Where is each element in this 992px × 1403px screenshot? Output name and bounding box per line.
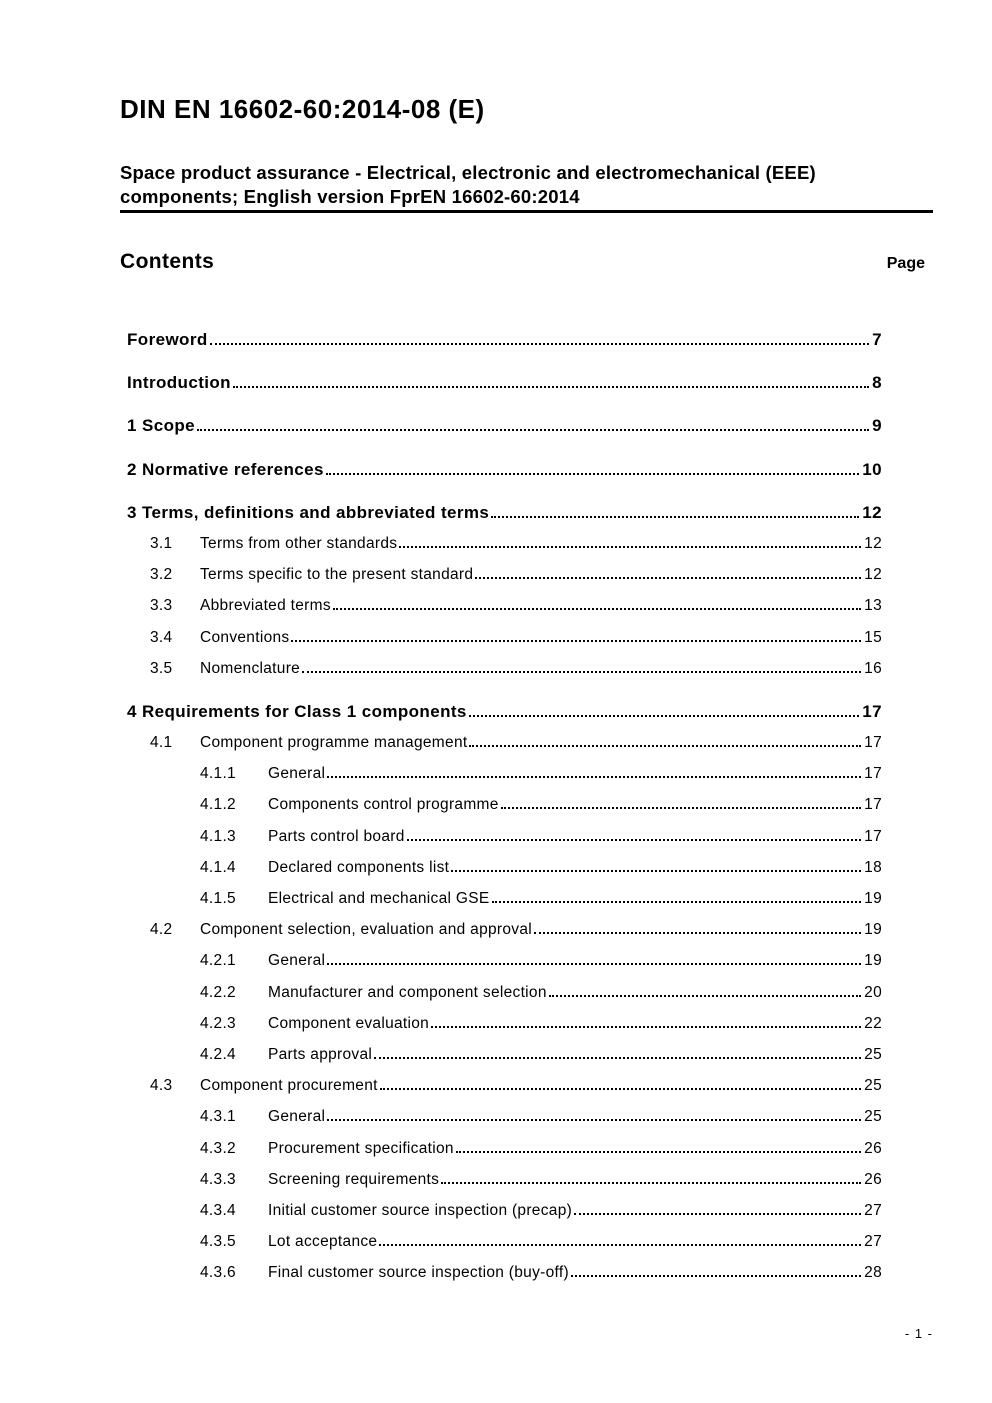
toc-row — [127, 324, 882, 355]
toc-page-number: 25 — [864, 1045, 882, 1063]
toc-row — [127, 1257, 882, 1288]
toc-number: 4.3.4 — [200, 1201, 236, 1219]
toc-page-number: 27 — [864, 1233, 882, 1251]
toc-number: 4.2 — [150, 921, 173, 939]
toc-title: Components control programme — [268, 796, 499, 814]
document-title-line1: Space product assurance - Electrical, electronic and electromechanical (EEE) — [120, 162, 816, 183]
toc-number: 4.3.1 — [200, 1108, 236, 1126]
toc-number: 4.3.6 — [200, 1264, 236, 1282]
toc-dot-leader — [431, 1026, 861, 1028]
toc-row — [127, 367, 882, 398]
toc-page-number: 19 — [864, 890, 882, 907]
toc-title: 1 Scope — [127, 416, 195, 436]
toc-title: Nomenclature — [200, 659, 301, 677]
toc-title: Abbreviated terms — [200, 597, 331, 615]
toc-dot-leader — [501, 807, 861, 809]
toc-page-number: 17 — [864, 827, 882, 845]
toc-number: 3.4 — [150, 628, 173, 646]
toc-page-number: 8 — [872, 373, 882, 393]
toc-row — [127, 559, 882, 590]
toc-page-number: 15 — [864, 628, 882, 646]
toc-page-number: 26 — [864, 1139, 882, 1157]
toc-row — [127, 410, 882, 441]
toc-dot-leader — [374, 1057, 861, 1059]
toc-row — [127, 1070, 882, 1101]
toc-title: General — [268, 1108, 326, 1126]
contents-header-row — [120, 250, 925, 274]
toc-dot-leader — [233, 386, 869, 388]
toc-page-number: 9 — [872, 416, 882, 436]
toc-number: 4.1.1 — [200, 765, 236, 783]
toc-dot-leader — [327, 963, 861, 965]
toc-row — [127, 1133, 882, 1164]
toc-title: General — [268, 765, 326, 783]
toc-row — [127, 945, 882, 976]
toc-dot-leader — [197, 429, 869, 431]
toc-title: Introduction — [127, 373, 231, 393]
toc-number: 3.2 — [150, 566, 173, 584]
toc-row — [127, 977, 882, 1008]
toc-page-number: 19 — [864, 952, 882, 970]
toc-title: Electrical and mechanical GSE — [268, 890, 490, 907]
toc-page-number: 18 — [864, 858, 882, 876]
toc-page-number: 7 — [872, 330, 882, 349]
toc-dot-leader — [291, 640, 861, 642]
toc-title: Initial customer source inspection (precap) — [268, 1201, 573, 1219]
toc-dot-leader — [380, 1088, 861, 1090]
toc-row — [127, 1039, 882, 1070]
toc-title: Component procurement — [200, 1077, 378, 1095]
toc-row — [127, 1101, 882, 1132]
toc-dot-leader — [574, 1213, 861, 1215]
toc-row — [127, 622, 882, 653]
toc-dot-leader — [333, 608, 861, 610]
toc-row — [127, 758, 882, 789]
toc-title: 2 Normative references — [127, 459, 324, 479]
toc-dot-leader — [451, 870, 861, 872]
toc-number: 4.1.3 — [200, 827, 236, 845]
toc-row — [127, 696, 882, 727]
toc-row — [127, 1195, 882, 1226]
toc-page-number: 26 — [864, 1170, 882, 1188]
toc-dot-leader — [492, 901, 862, 903]
toc-page-number: 19 — [864, 921, 882, 939]
toc-page-number: 17 — [864, 796, 882, 814]
toc-page-number: 22 — [864, 1014, 882, 1032]
toc-title: General — [268, 952, 326, 970]
toc-row — [127, 528, 882, 559]
toc-page-number: 25 — [864, 1108, 882, 1126]
toc-row — [127, 914, 882, 945]
toc-list — [127, 312, 882, 1288]
toc-row — [127, 727, 882, 758]
toc-page-number: 16 — [864, 659, 882, 677]
toc-dot-leader — [549, 995, 861, 997]
toc-dot-leader — [491, 516, 859, 518]
toc-title: Foreword — [127, 330, 208, 349]
toc-row — [127, 590, 882, 621]
toc-number: 4.2.1 — [200, 952, 236, 970]
toc-number: 4.3.3 — [200, 1170, 236, 1188]
toc-dot-leader — [571, 1275, 861, 1277]
toc-number: 4.1.5 — [200, 890, 236, 907]
toc-page-number: 17 — [864, 765, 882, 783]
toc-page-number: 12 — [862, 502, 882, 522]
toc-number: 3.5 — [150, 659, 173, 677]
toc-number: 4.2.2 — [200, 983, 236, 1001]
toc-row — [127, 1226, 882, 1257]
toc-row — [127, 653, 882, 684]
toc-number: 4.2.4 — [200, 1045, 236, 1063]
toc-number: 4.1.4 — [200, 858, 236, 876]
toc-page-number: 12 — [864, 566, 882, 584]
toc-title: 3 Terms, definitions and abbreviated terms — [127, 502, 490, 522]
toc-dot-leader — [210, 343, 869, 345]
toc-number: 4.1.2 — [200, 796, 236, 814]
toc-title: 4 Requirements for Class 1 components — [127, 701, 467, 721]
toc-page-number: 28 — [864, 1264, 882, 1282]
toc-row — [127, 883, 882, 914]
toc-dot-leader — [469, 715, 860, 717]
toc-title: Terms from other standards — [200, 534, 398, 552]
toc-row — [127, 852, 882, 883]
toc-title: Final customer source inspection (buy-off) — [268, 1264, 569, 1282]
toc-number: 4.3.2 — [200, 1139, 236, 1157]
toc-dot-leader — [441, 1182, 861, 1184]
document-number-heading: DIN EN 16602-60:2014-08 (E) — [120, 94, 485, 124]
toc-row — [127, 821, 882, 852]
toc-number: 4.1 — [150, 734, 173, 752]
toc-title: Manufacturer and component selection — [268, 983, 547, 1001]
toc-row — [127, 454, 882, 485]
toc-dot-leader — [475, 577, 861, 579]
toc-dot-leader — [327, 1119, 861, 1121]
toc-title: Conventions — [200, 628, 290, 646]
toc-dot-leader — [456, 1151, 861, 1153]
toc-dot-leader — [302, 671, 861, 673]
toc-dot-leader — [379, 1244, 861, 1246]
toc-dot-leader — [326, 473, 859, 475]
toc-title: Declared components list — [268, 858, 450, 876]
toc-dot-leader — [407, 839, 862, 841]
toc-page-number: 27 — [864, 1201, 882, 1219]
toc-title: Parts approval — [268, 1045, 373, 1063]
toc-title: Lot acceptance — [268, 1233, 378, 1251]
toc-row — [127, 497, 882, 528]
toc-dot-leader — [399, 546, 861, 548]
toc-title: Component programme management — [200, 734, 468, 752]
toc-page-number: 12 — [864, 534, 882, 552]
toc-title: Parts control board — [268, 827, 405, 845]
title-underline-rule — [120, 210, 933, 213]
toc-page-number: 20 — [864, 983, 882, 1001]
toc-page-number: 13 — [864, 597, 882, 615]
document-title-line2: components; English version FprEN 16602-60:2014 — [120, 186, 580, 207]
toc-title: Screening requirements — [268, 1170, 440, 1188]
toc-page-number: 10 — [862, 459, 882, 479]
toc-page-number: 17 — [864, 734, 882, 752]
toc-number: 4.3 — [150, 1077, 173, 1095]
toc-row — [127, 789, 882, 820]
toc-number: 3.3 — [150, 597, 173, 615]
toc-title: Procurement specification — [268, 1139, 454, 1157]
toc-number: 4.3.5 — [200, 1233, 236, 1251]
toc-row — [127, 1164, 882, 1195]
toc-title: Component selection, evaluation and approval — [200, 921, 533, 939]
toc-title: Component evaluation — [268, 1014, 430, 1032]
toc-dot-leader — [469, 745, 861, 747]
toc-page-number: 25 — [864, 1077, 882, 1095]
toc-title: Terms specific to the present standard — [200, 566, 474, 584]
contents-heading: Contents — [120, 250, 215, 273]
toc-dot-leader — [327, 776, 861, 778]
toc-number: 4.2.3 — [200, 1014, 236, 1032]
toc-row — [127, 1008, 882, 1039]
document-title — [120, 161, 933, 209]
footer-page-number: - 1 - — [904, 1326, 933, 1341]
toc-page-number: 17 — [862, 701, 882, 721]
toc-number: 3.1 — [150, 534, 173, 552]
toc-dot-leader — [534, 932, 861, 934]
page-column-label: Page — [886, 255, 925, 272]
